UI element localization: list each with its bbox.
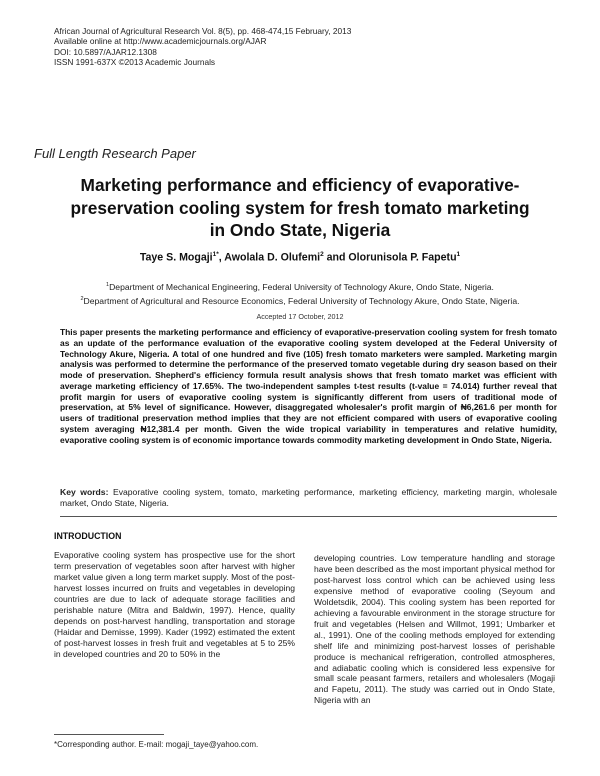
affiliation-number: 1 <box>106 282 110 288</box>
footnote-divider <box>54 734 164 735</box>
abstract: This paper presents the marketing performance and efficiency of evaporative-preservation cooling system for fresh tomato as an update of the performance evaluation of the evaporative cooling system developed at the Federal University of Technology Akure, Nigeria. A total of one hundred and five (105) fresh tomato marketers were sampled. Marketing margin analysis was performed to determine the performance of the preserved tomato vegetable during dry season based on their mode of preservation. Shepherd's efficiency formula result analysis shows that fresh tomato market was efficient with average marketing efficiency of 17.65%. The two-independent samples t-test results (t-value = 74.014) further reveal that profit margin for users of evaporative cooling system is significantly different from users of traditional mode of preservation, at 5% level of significance. However, disaggregated wholesaler's profit margin of ₦6,261.6 per month for users of traditional preservation method implies that they are not efficient compared with users of evaporative cooling system averaging ₦12,381.4 per month. Given the wide tropical variability in temperatures and relative humidity, evaporative cooling system is of economic importance towards commodity marketing development in Ondo State, Nigeria. <box>60 327 557 445</box>
affiliation-text: Department of Agricultural and Resource Economics, Federal University of Technology Akure, Ondo State, Nigeria. <box>83 296 520 307</box>
author-separator: and <box>323 251 349 264</box>
journal-url: Available online at http://www.academicjournals.org/AJAR <box>54 36 267 47</box>
title-line-2: preservation cooling system for fresh tomato marketing <box>70 197 530 218</box>
corresponding-author-footnote: *Corresponding author. E-mail: mogaji_taye@yahoo.com. <box>54 740 259 749</box>
keywords-text: Evaporative cooling system, tomato, marketing performance, marketing efficiency, marketing margin, wholesale market, Ondo State, Nigeria. <box>60 487 558 509</box>
author-affiliation-number: 2 <box>320 251 324 258</box>
affiliation-number: 2 <box>80 296 84 303</box>
title-line-1: Marketing performance and efficiency of evaporative- <box>80 175 520 195</box>
author-affiliation-number: 1 <box>212 251 217 258</box>
introduction-left-column: Evaporative cooling system has prospective use for the short term preservation of vegetables soon after harvest with higher market value given a long term market supply. Most of the post-harvest losses incurred on fruits and vegetables in developing countries are due to lack of adequate storage facilities and perishable nature (Mitra and Baldwin, 1997). Hence, quality depends on post-harvest handling, transportation and storage (Haidar and Demisse, 1999). Kader (1992) estimated the extent of post-harvest losses in fresh fruit and vegetables at 5 to 25% in developed countries and 20 to 50% in the <box>54 550 295 659</box>
keywords <box>60 487 557 510</box>
affiliation-2 <box>0 293 600 307</box>
introduction-right-column: developing countries. Low temperature handling and storage have been described as the most important physical method for post-harvest loss control which can be achieved using less expensive method of evaporative cooling (Seyoum and Woldetsdik, 2004). This cooling system has been reported for achieving a favourable environment in the storage structure for fruit and vegetables (Helsen and Willmot, 1991; Umbarker et al., 1991). One of the cooling methods employed for extending shelf life and minimizing post-harvest losses of perishable produce is mechanical refrigeration, controlled atmospheres, and adiabatic cooling which is considered less expensive for small scale peasant farmers, retailers and wholesalers (Mogaji and Fapetu, 2011). The study was carried out in Ondo State, Nigeria with an <box>314 553 555 706</box>
author-affiliation-number: 1 <box>456 251 461 258</box>
introduction-heading: INTRODUCTION <box>54 531 122 541</box>
accepted-date: Accepted 17 October, 2012 <box>256 312 344 321</box>
title-line-3: in Ondo State, Nigeria <box>209 220 391 240</box>
affiliations <box>0 279 600 308</box>
corresponding-mark: * <box>216 251 219 258</box>
journal-doi: DOI: 10.5897/AJAR12.1308 <box>54 46 157 57</box>
author-name: Taye S. Mogaji <box>139 251 213 264</box>
author-name: Olorunisola P. Fapetu <box>348 251 457 264</box>
journal-issn: ISSN 1991-637X ©2013 Academic Journals <box>54 57 216 68</box>
affiliation-text: Department of Mechanical Engineering, Federal University of Technology Akure, Ondo State, Nigeria. <box>109 281 494 292</box>
journal-citation: African Journal of Agricultural Research Vol. 8(5), pp. 468-474,15 February, 2013 <box>54 26 352 36</box>
author-list <box>0 251 600 264</box>
section-divider <box>60 516 557 517</box>
journal-header <box>54 26 351 68</box>
paper-title <box>20 174 580 242</box>
keywords-label: Key words: <box>60 487 109 497</box>
author-separator: , <box>218 251 225 264</box>
affiliation-1 <box>0 279 600 293</box>
paper-type: Full Length Research Paper <box>34 146 196 161</box>
author-name: Awolala D. Olufemi <box>224 251 321 264</box>
